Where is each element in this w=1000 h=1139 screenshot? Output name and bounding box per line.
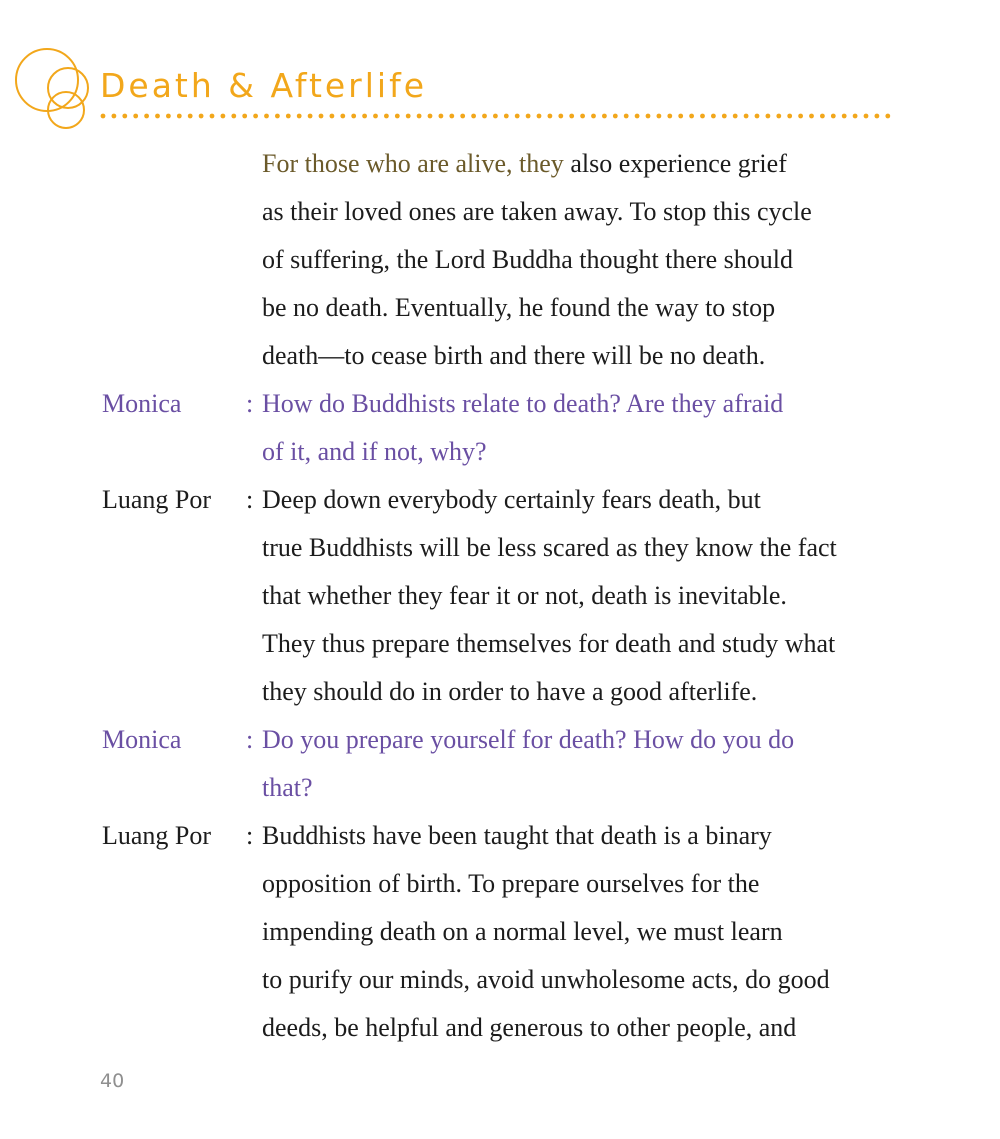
divider-dot: [362, 114, 367, 119]
page-number: 40: [100, 1070, 125, 1092]
divider-dot: [657, 114, 662, 119]
divider-dot: [330, 114, 335, 119]
divider-dot: [613, 114, 618, 119]
divider-dot: [188, 114, 193, 119]
divider-dot: [667, 114, 672, 119]
divider-dot: [842, 114, 847, 119]
divider-dot: [384, 114, 389, 119]
highlighted-phrase: For those who are alive, they: [262, 149, 564, 178]
divider-dot: [602, 114, 607, 119]
divider-dot: [155, 114, 160, 119]
divider-dot: [122, 114, 127, 119]
answer-line: true Buddhists will be less scared as they know the fact: [262, 533, 837, 562]
divider-dot: [297, 114, 302, 119]
divider-dot: [744, 114, 749, 119]
question-line: of it, and if not, why?: [262, 437, 487, 466]
speaker-colon: :: [246, 821, 254, 850]
divider-dot: [700, 114, 705, 119]
answer-line: Buddhists have been taught that death is a binary: [262, 821, 772, 850]
divider-dot: [221, 114, 226, 119]
divider-dot: [101, 114, 106, 119]
dotted-divider: [100, 111, 902, 121]
divider-dot: [242, 114, 247, 119]
divider-dot: [177, 114, 182, 119]
body-line: be no death. Eventually, he found the way to stop: [262, 293, 776, 322]
answer-line: deeds, be helpful and generous to other people, and: [262, 1013, 797, 1042]
divider-dot: [591, 114, 596, 119]
speaker-colon: :: [246, 485, 254, 514]
divider-dot: [340, 114, 345, 119]
divider-dot: [253, 114, 258, 119]
answer-line: impending death on a normal level, we must learn: [262, 917, 783, 946]
divider-dot: [482, 114, 487, 119]
divider-dot: [504, 114, 509, 119]
divider-dot: [569, 114, 574, 119]
divider-dot: [439, 114, 444, 119]
divider-dot: [133, 114, 138, 119]
divider-dot: [275, 114, 280, 119]
answer-line: opposition of birth. To prepare ourselves for the: [262, 869, 760, 898]
answer-line: they should do in order to have a good afterlife.: [262, 677, 758, 706]
divider-dot: [417, 114, 422, 119]
divider-dot: [231, 114, 236, 119]
question-line: that?: [262, 773, 313, 802]
divider-dot: [406, 114, 411, 119]
divider-dot: [624, 114, 629, 119]
divider-dot: [395, 114, 400, 119]
divider-dot: [308, 114, 313, 119]
divider-dot: [537, 114, 542, 119]
divider-dot: [755, 114, 760, 119]
divider-dot: [373, 114, 378, 119]
body-line: [262, 147, 787, 181]
divider-dot: [711, 114, 716, 119]
speaker-name: Monica: [102, 389, 182, 418]
interlocking-rings-icon: [10, 40, 106, 136]
body-line: death—to cease birth and there will be no death.: [262, 341, 766, 370]
divider-dot: [319, 114, 324, 119]
divider-dot: [885, 114, 890, 119]
divider-dot: [733, 114, 738, 119]
divider-dot: [449, 114, 454, 119]
divider-dot: [853, 114, 858, 119]
divider-dot: [798, 114, 803, 119]
divider-dot: [515, 114, 520, 119]
body-line: of suffering, the Lord Buddha thought there should: [262, 245, 793, 274]
divider-dot: [112, 114, 117, 119]
divider-dot: [864, 114, 869, 119]
speaker-colon: :: [246, 725, 254, 754]
divider-dot: [776, 114, 781, 119]
divider-dot: [471, 114, 476, 119]
divider-dot: [678, 114, 683, 119]
answer-line: that whether they fear it or not, death is inevitable.: [262, 581, 787, 610]
divider-dot: [144, 114, 149, 119]
divider-dot: [646, 114, 651, 119]
divider-dot: [831, 114, 836, 119]
question-line: How do Buddhists relate to death? Are they afraid: [262, 389, 784, 418]
divider-dot: [460, 114, 465, 119]
divider-dot: [548, 114, 553, 119]
divider-dot: [166, 114, 171, 119]
divider-dot: [766, 114, 771, 119]
divider-dot: [875, 114, 880, 119]
page-header-title: Death & Afterlife: [100, 66, 428, 105]
divider-dot: [199, 114, 204, 119]
divider-dot: [558, 114, 563, 119]
divider-dot: [264, 114, 269, 119]
divider-dot: [722, 114, 727, 119]
answer-line: Deep down everybody certainly fears death, but: [262, 485, 761, 514]
divider-dot: [210, 114, 215, 119]
question-line: Do you prepare yourself for death? How do you do: [262, 725, 795, 754]
answer-line: They thus prepare themselves for death and study what: [262, 629, 836, 658]
divider-dot: [351, 114, 356, 119]
speaker-name: Luang Por: [102, 485, 212, 514]
answer-line: to purify our minds, avoid unwholesome acts, do good: [262, 965, 830, 994]
divider-dot: [689, 114, 694, 119]
divider-dot: [526, 114, 531, 119]
body-line: as their loved ones are taken away. To stop this cycle: [262, 197, 812, 226]
speaker-name: Luang Por: [102, 821, 212, 850]
divider-dot: [820, 114, 825, 119]
divider-dot: [428, 114, 433, 119]
divider-dot: [635, 114, 640, 119]
divider-dot: [286, 114, 291, 119]
divider-dot: [809, 114, 814, 119]
divider-dot: [493, 114, 498, 119]
divider-dot: [787, 114, 792, 119]
line-text: also experience grief: [563, 149, 787, 178]
speaker-name: Monica: [102, 725, 182, 754]
speaker-colon: :: [246, 389, 254, 418]
divider-dot: [580, 114, 585, 119]
